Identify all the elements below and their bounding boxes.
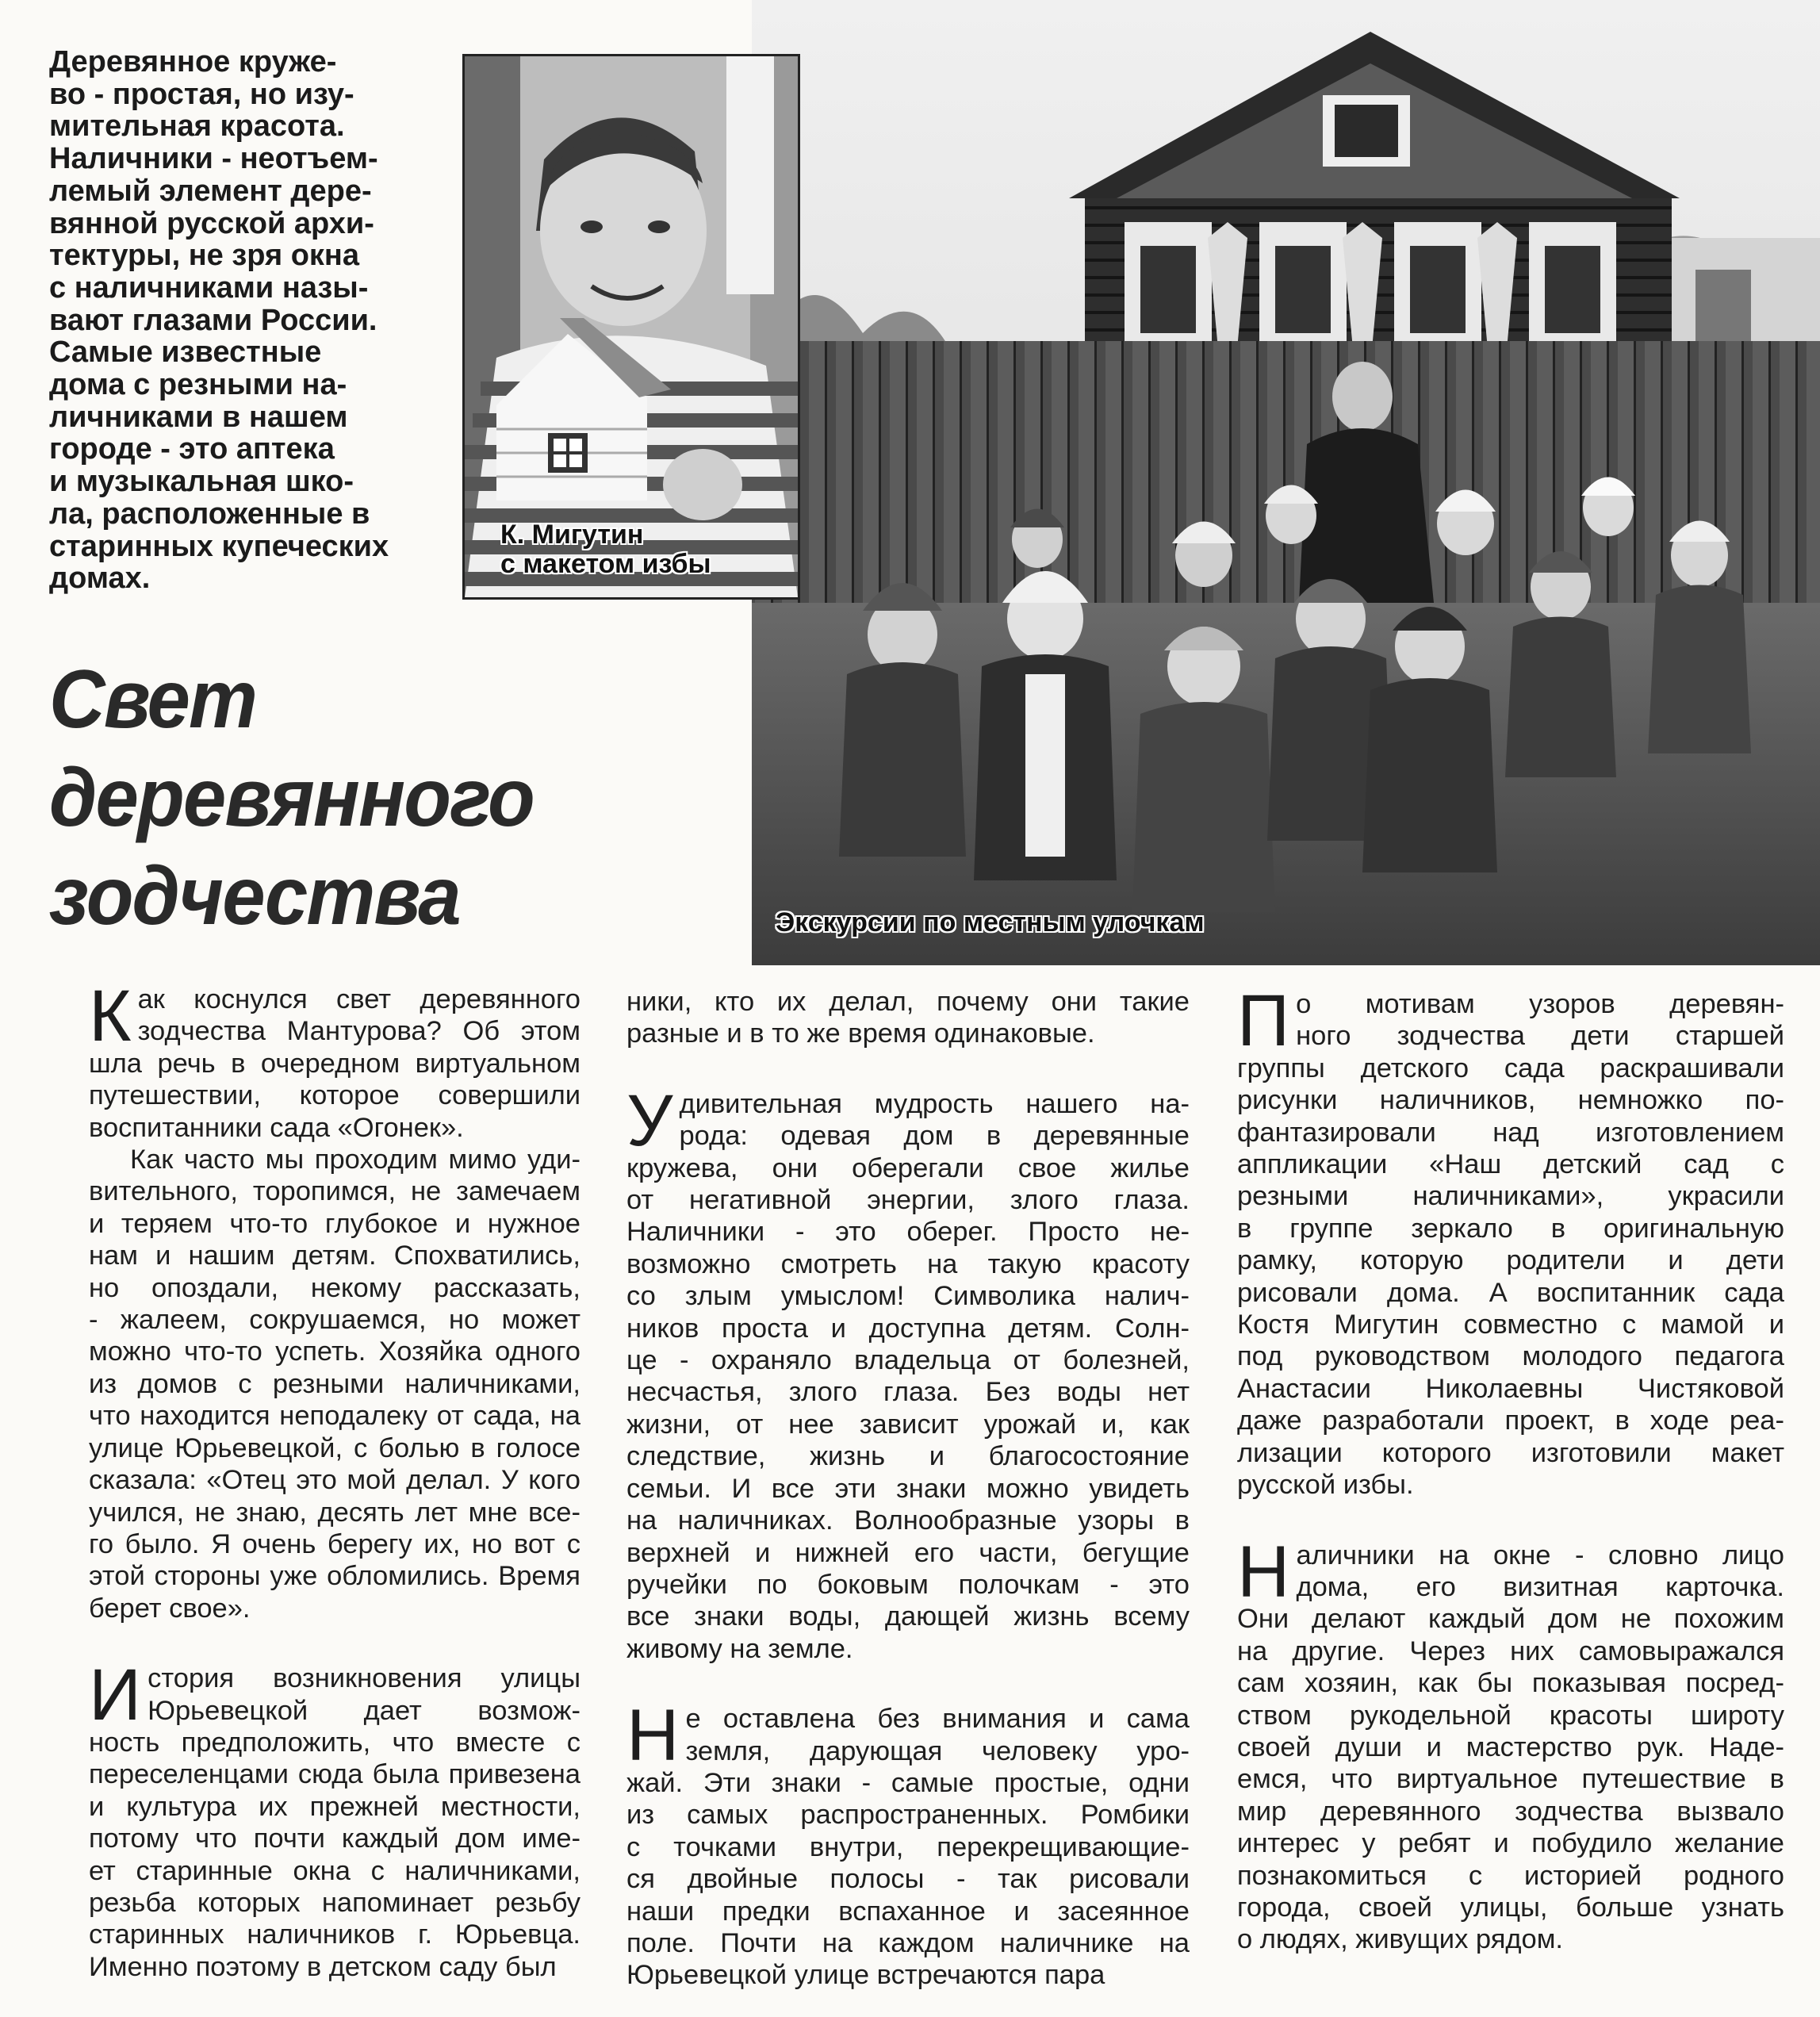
text-line: улице Юрьевецкой, с болью в голосе (89, 1432, 580, 1463)
text-line: шла речь в очередном виртуальном (89, 1048, 580, 1079)
text-line: живому на земле. (626, 1633, 853, 1664)
drop-cap: К (89, 976, 132, 1056)
lead-paragraph (49, 46, 462, 595)
text-line: семьи. И все эти знаки можно увидеть (626, 1473, 1190, 1504)
text-line: вительного, торопимся, не замечаем (89, 1176, 580, 1207)
article-column-3 (1237, 980, 1784, 1956)
col3-paragraph-2 (1237, 1531, 1784, 1956)
text-line: возможно смотреть на такую красоту (626, 1248, 1190, 1279)
drop-cap: У (626, 1079, 673, 1161)
lead-line: ла, расположенные в (49, 497, 370, 531)
text-line: с точками внутри, перекрещивающие- (626, 1831, 1190, 1862)
lead-line: вают глазами России. (49, 303, 377, 337)
text-line: ники, кто их делал, почему они такие (626, 987, 1190, 1017)
lead-line: лемый элемент дере- (49, 174, 372, 208)
text-line: Как часто мы проходим мимо уди- (130, 1145, 580, 1175)
text-line: ством рукодельной красоты широту (1237, 1700, 1784, 1731)
text-line: ность предположить, что вместе с (89, 1727, 580, 1758)
paragraph-gap (1237, 1501, 1784, 1540)
text-line: Анастасии Николаевны Чистяковой (1237, 1373, 1784, 1404)
boy-photo-illustration (465, 56, 798, 597)
text-line: фантазировали над изготовлением (1237, 1117, 1784, 1148)
text-line: о мотивам узоров деревян- (1296, 989, 1784, 1019)
col1-paragraph-3 (89, 1655, 580, 1983)
text-line: рисунки наличников, немножко по- (1237, 1085, 1784, 1116)
text-line: Юрьевецкой дает возмож- (148, 1695, 580, 1726)
kids-photo-caption: Экскурсии по местным улочкам (776, 907, 1205, 938)
text-line: дивительная мудрость нашего на- (679, 1088, 1190, 1119)
col2-p1-text (626, 1079, 1190, 1665)
text-line: ручейки по боковым полочкам - это (626, 1569, 1190, 1600)
lead-line: домах. (49, 562, 151, 596)
col1-paragraph-2 (89, 1144, 580, 1624)
col3-p2-text (1237, 1531, 1784, 1956)
text-line: интерес у ребят и побудило желание (1237, 1828, 1784, 1859)
drop-cap: И (89, 1655, 142, 1736)
article-headline (49, 650, 571, 945)
text-line: рода: одевая дом в деревянные (679, 1121, 1190, 1152)
lead-line: и музыкальная шко- (49, 465, 354, 499)
text-line: рисовали дома. А воспитанник сада (1237, 1277, 1784, 1308)
drop-cap: Н (626, 1695, 680, 1777)
lead-line: городе - это аптека (49, 432, 335, 466)
col2-paragraph-0 (626, 986, 1190, 1050)
text-line: учился, не знаю, десять лет мне все- (89, 1497, 580, 1528)
text-line: Именно поэтому в детском саду был (89, 1951, 557, 1982)
text-line: емся, что виртуальное путешествие в (1237, 1764, 1784, 1795)
text-line: но опоздали, некому рассказать, (89, 1272, 580, 1303)
text-line: познакомиться с историей родного (1237, 1860, 1784, 1891)
text-line: Наличники - это оберег. Просто не- (626, 1217, 1190, 1248)
text-line: потому что почти каждый дом име- (89, 1823, 580, 1854)
text-line: нам и нашим детям. Спохватились, (89, 1240, 580, 1271)
lead-line: Самые известные (49, 336, 322, 370)
boy-caption-line-1: К. Мигутин (500, 520, 644, 550)
text-line: о людях, живущих рядом. (1237, 1924, 1564, 1955)
text-line: следствие, жизнь и благосостояние (626, 1441, 1190, 1472)
text-line: на наличниках. Волнообразные узоры в (626, 1505, 1190, 1536)
lead-line: дома с резными на- (49, 368, 347, 402)
kids-excursion-photo (752, 0, 1820, 965)
lead-line: вянной русской архи- (49, 206, 374, 240)
text-line: дома, его визитная карточка. (1296, 1571, 1784, 1602)
text-line: путешествии, которое совершили (89, 1080, 580, 1111)
col1-p1-text (89, 976, 580, 1144)
text-line: переселенцами сюда была привезена (89, 1759, 580, 1790)
text-line: на другие. Через них самовыражался (1237, 1635, 1784, 1666)
text-line: города, своей улицы, больше узнать (1237, 1892, 1784, 1923)
col3-p1-text (1237, 980, 1784, 1501)
text-line: несчастья, злого глаза. Без воды нет (626, 1377, 1190, 1408)
text-line: разные и в то же время одинаковые. (626, 1018, 1095, 1049)
text-line: можно что-то успеть. Хозяйка одного (89, 1336, 580, 1367)
headline-line-2: деревянного (49, 752, 534, 844)
text-line: наши предки вспаханное и засеянное (626, 1896, 1190, 1927)
text-line: ак коснулся свет деревянного (137, 984, 580, 1014)
col2-paragraph-2 (626, 1695, 1190, 1992)
text-line: лизации которого изготовили макет (1237, 1437, 1784, 1468)
headline-line-3: зодчества (49, 850, 460, 942)
drop-cap: П (1237, 980, 1290, 1061)
text-line: мир деревянного зодчества вызвало (1237, 1796, 1784, 1827)
lead-line: мительная красота. (49, 109, 345, 144)
text-line: из домов с резными наличниками, (89, 1368, 580, 1399)
text-line: верхней и нижней его части, бегущие (626, 1537, 1190, 1568)
text-line: группы детского сада раскрашивали (1237, 1053, 1784, 1083)
col3-paragraph-1 (1237, 980, 1784, 1501)
paragraph-gap (626, 1050, 1190, 1088)
text-line: це - охраняло владельца от болезней, (626, 1345, 1190, 1376)
text-line: е оставлена без внимания и сама (685, 1704, 1190, 1735)
text-line: ся двойные полосы - так рисовали (626, 1864, 1190, 1895)
text-line: сказала: «Отец это мой делал. У кого (89, 1465, 580, 1496)
text-line: старинных наличников г. Юрьевца. (89, 1919, 580, 1950)
lead-line: с наличниками назы- (49, 270, 369, 305)
lead-line: во - простая, но изу- (49, 77, 354, 111)
text-line: этой стороны уже обломились. Время (89, 1561, 580, 1592)
boy-with-model-photo (462, 54, 800, 600)
lead-line: Наличники - неотъем- (49, 142, 378, 176)
paragraph-gap (89, 1624, 580, 1662)
lead-line: старинных купеческих (49, 529, 389, 563)
col2-p0-text (626, 986, 1190, 1050)
text-line: поле. Почти на каждом наличнике на (626, 1927, 1190, 1958)
col1-p2-text (89, 1144, 580, 1624)
paragraph-gap (626, 1665, 1190, 1703)
text-line: ников проста и доступна детям. Солн- (626, 1313, 1190, 1344)
drop-cap: Н (1237, 1531, 1290, 1612)
text-line: и теряем что-то глубокое и нужное (89, 1208, 580, 1239)
article-column-1 (89, 976, 580, 1983)
text-line: от негативной энергии, злого глаза. (626, 1185, 1190, 1216)
text-line: и культура их прежней местности, (89, 1791, 580, 1822)
col1-paragraph-1 (89, 976, 580, 1144)
text-line: под руководством молодого педагога (1237, 1341, 1784, 1372)
text-line: жизни, от нее зависит урожай и, как (626, 1409, 1190, 1440)
text-line: го было. Я очень берегу их, но вот с (89, 1528, 580, 1559)
text-line: зодчества Мантурова? Об этом (137, 1016, 580, 1047)
lead-line: личниками в нашем (49, 400, 348, 434)
text-line: Они делают каждый дом не похожим (1237, 1604, 1784, 1635)
text-line: в группе зеркало в оригинальную (1237, 1213, 1784, 1244)
text-line: воспитанники сада «Огонек». (89, 1112, 464, 1143)
text-line: ет старинные окна с наличниками, (89, 1855, 580, 1886)
text-line: рамку, которую родители и дети (1237, 1245, 1784, 1276)
text-line: кружева, они оберегали свое жилье (626, 1152, 1190, 1183)
text-line: ного зодчества дети старшей (1296, 1021, 1784, 1052)
text-line: даже разработали проект, в ходе реа- (1237, 1405, 1784, 1436)
article-column-2 (626, 986, 1190, 1992)
text-line: со злым умыслом! Символика налич- (626, 1281, 1190, 1312)
boy-photo-caption (500, 520, 711, 579)
kids-photo-illustration (752, 0, 1820, 965)
text-line: берет свое». (89, 1593, 251, 1624)
text-line: что находится неподалеку от сада, на (89, 1401, 580, 1432)
text-line: из самых распространенных. Ромбики (626, 1800, 1190, 1831)
boy-caption-line-2: с макетом избы (500, 549, 711, 579)
lead-line: Деревянное круже- (49, 45, 337, 79)
text-line: - жалеем, сокрушаемся, но может (89, 1305, 580, 1336)
lead-line: тектуры, не зря окна (49, 239, 360, 273)
col2-paragraph-1 (626, 1079, 1190, 1665)
text-line: сам хозяин, как бы показывая посред- (1237, 1668, 1784, 1699)
text-line: стория возникновения улицы (148, 1663, 580, 1694)
col1-p3-text (89, 1655, 580, 1983)
text-line: резьба которых напоминает резьбу (89, 1887, 580, 1918)
headline-line-1: Свет (49, 654, 256, 746)
text-line: Юрьевецкой улице встречаются пара (626, 1960, 1105, 1991)
col2-p2-text (626, 1695, 1190, 1992)
text-line: аличники на окне - словно лицо (1296, 1540, 1784, 1570)
text-line: Костя Мигутин совместно с мамой и (1237, 1310, 1784, 1340)
text-line: резными наличниками», украсили (1237, 1181, 1784, 1212)
text-line: жай. Эти знаки - самые простые, одни (626, 1767, 1190, 1798)
text-line: земля, дарующая человеку уро- (685, 1735, 1190, 1766)
text-line: все знаки воды, дающей жизнь всему (626, 1601, 1190, 1632)
text-line: аппликации «Наш детский сад с (1237, 1149, 1784, 1180)
text-line: своей души и мастерство рук. Наде- (1237, 1731, 1784, 1762)
text-line: русской избы. (1237, 1470, 1414, 1501)
